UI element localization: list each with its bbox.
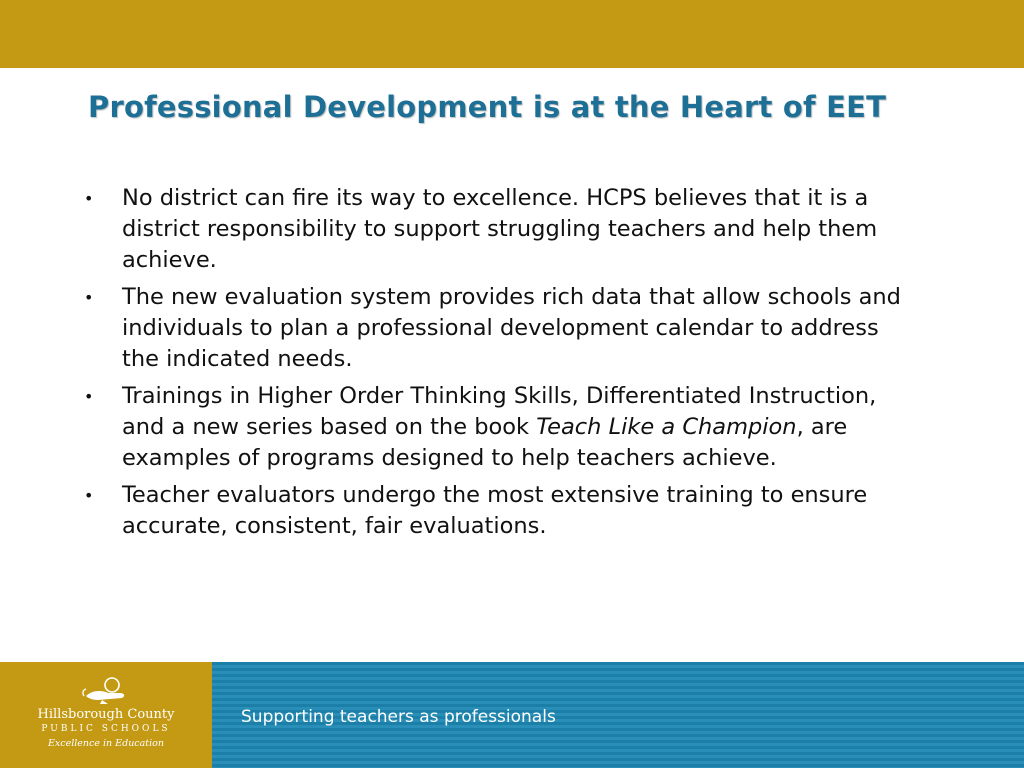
bullet-icon: • [84, 486, 94, 505]
footer-tagline: Supporting teachers as professionals [241, 707, 556, 727]
bullet-list [84, 183, 914, 548]
bullet-icon: • [84, 288, 94, 307]
bullet-text: No district can fire its way to excellence. HCPS believes that it is a district responsibility to support struggling teachers and help them achieve. [122, 185, 878, 273]
logo-name: Hillsborough County [37, 707, 175, 722]
logo-tagline: Excellence in Education [47, 738, 164, 749]
bullet-text-part: Trainings in Higher Order Thinking Skills, Differentiated Instruction, and a new series based on the book [122, 383, 877, 440]
bullet-item [84, 183, 914, 276]
bullet-item [84, 480, 914, 542]
bullet-icon: • [84, 189, 94, 208]
bullet-text: Teacher evaluators undergo the most extensive training to ensure accurate, consistent, fair evaluations. [122, 482, 868, 539]
bullet-item [84, 282, 914, 375]
bullet-text-part: , are examples of programs designed to help teachers achieve. [122, 414, 848, 471]
slide-title: Professional Development is at the Heart of EET [88, 90, 887, 124]
bullet-item [84, 381, 914, 474]
bullet-icon: • [84, 387, 94, 406]
bullet-text [122, 383, 876, 471]
lamp-of-learning-icon [82, 676, 130, 706]
logo-subtitle: PUBLIC SCHOOLS [41, 724, 171, 734]
top-header-band [0, 0, 1024, 68]
bullet-text: The new evaluation system provides rich data that allow schools and individuals to plan a professional development calendar to address the indicated needs. [122, 284, 901, 372]
book-title: Teach Like a Champion [536, 414, 797, 440]
